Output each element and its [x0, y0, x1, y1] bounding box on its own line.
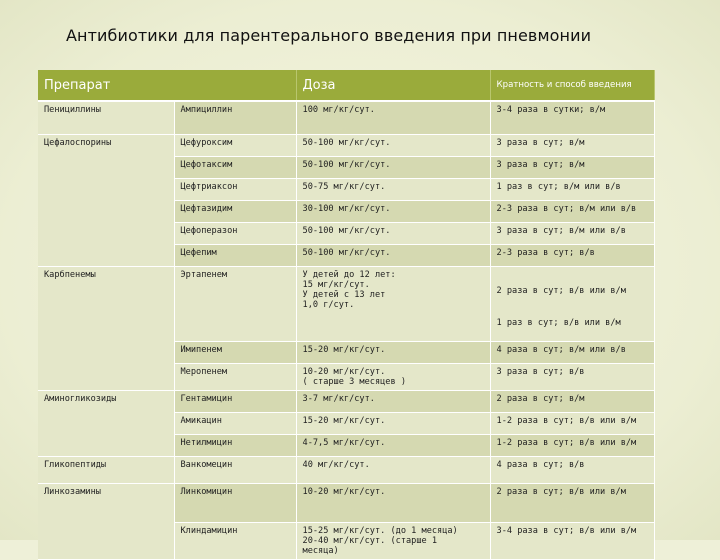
drug-name: Линкомицин — [174, 484, 296, 523]
drug-frequency: 4 раза в сут; в/в — [490, 457, 654, 484]
antibiotics-table — [38, 70, 655, 560]
drug-dose: 30-100 мг/кг/сут. — [296, 201, 490, 223]
header-frequency: Кратность и способ введения — [490, 70, 654, 101]
drug-name: Цефепим — [174, 245, 296, 267]
drug-frequency: 3 раза в сут; в/в — [490, 364, 654, 391]
drug-name: Нетилмицин — [174, 435, 296, 457]
drug-dose: 50-75 мг/кг/сут. — [296, 179, 490, 201]
drug-name: Имипенем — [174, 342, 296, 364]
drug-dose: 15-20 мг/кг/сут. — [296, 413, 490, 435]
drug-frequency: 2-3 раза в сут; в/в — [490, 245, 654, 267]
drug-dose: 10-20 мг/кг/сут. ( старше 3 месяцев ) — [296, 364, 490, 391]
drug-class: Цефалоспорины — [38, 135, 174, 267]
drug-frequency: 2 раза в сут; в/м — [490, 391, 654, 413]
header-drug: Препарат — [38, 70, 296, 101]
drug-name: Ампициллин — [174, 101, 296, 135]
drug-frequency: 1-2 раза в сут; в/в или в/м — [490, 435, 654, 457]
drug-dose: 15-20 мг/кг/сут. — [296, 342, 490, 364]
drug-frequency: 3-4 раза в сутки; в/м — [490, 101, 654, 135]
drug-dose: 3-7 мг/кг/сут. — [296, 391, 490, 413]
drug-frequency: 3-4 раза в сут; в/в или в/м — [490, 523, 654, 560]
slide-title: Антибиотики для парентерального введения при пневмонии — [66, 26, 592, 45]
drug-class: Линкозамины — [38, 484, 174, 560]
drug-class: Гликопептиды — [38, 457, 174, 484]
table-row — [38, 267, 654, 342]
drug-dose: 50-100 мг/кг/сут. — [296, 223, 490, 245]
drug-frequency: 1 раз в сут; в/м или в/в — [490, 179, 654, 201]
drug-frequency: 3 раза в сут; в/м или в/в — [490, 223, 654, 245]
drug-dose: 10-20 мг/кг/сут. — [296, 484, 490, 523]
drug-name: Меропенем — [174, 364, 296, 391]
drug-frequency: 2 раза в сут; в/в или в/м — [490, 484, 654, 523]
drug-class: Аминогликозиды — [38, 391, 174, 457]
drug-dose: 40 мг/кг/сут. — [296, 457, 490, 484]
drug-dose: 50-100 мг/кг/сут. — [296, 157, 490, 179]
drug-name: Цефтазидим — [174, 201, 296, 223]
drug-name: Клиндамицин — [174, 523, 296, 560]
frequency-option-a: 2 раза в сут; в/в или в/м — [496, 286, 626, 296]
drug-name: Ванкомецин — [174, 457, 296, 484]
drug-dose: 100 мг/кг/сут. — [296, 101, 490, 135]
table-row — [38, 101, 654, 135]
drug-name: Цефотаксим — [174, 157, 296, 179]
drug-dose: 50-100 мг/кг/сут. — [296, 135, 490, 157]
drug-name: Цефоперазон — [174, 223, 296, 245]
drug-frequency: 1-2 раза в сут; в/в или в/м — [490, 413, 654, 435]
drug-name: Амикацин — [174, 413, 296, 435]
drug-name: Цефтриаксон — [174, 179, 296, 201]
table-row — [38, 135, 654, 157]
header-dose: Доза — [296, 70, 490, 101]
table-row — [38, 484, 654, 523]
drug-dose: 50-100 мг/кг/сут. — [296, 245, 490, 267]
drug-dose: У детей до 12 лет: 15 мг/кг/сут. У детей с 13 лет 1,0 г/сут. — [296, 267, 490, 342]
table-row — [38, 457, 654, 484]
drug-frequency: 4 раза в сут; в/м или в/в — [490, 342, 654, 364]
frequency-option-b: 1 раз в сут; в/в или в/м — [496, 318, 621, 328]
table-row — [38, 391, 654, 413]
drug-name: Цефуроксим — [174, 135, 296, 157]
drug-name: Эртапенем — [174, 267, 296, 342]
drug-dose: 4-7,5 мг/кг/сут. — [296, 435, 490, 457]
drug-class: Пенициллины — [38, 101, 174, 135]
table-header-row — [38, 70, 654, 101]
drug-frequency: 3 раза в сут; в/м — [490, 135, 654, 157]
drug-frequency: 2-3 раза в сут; в/м или в/в — [490, 201, 654, 223]
drug-name: Гентамицин — [174, 391, 296, 413]
drug-frequency: 3 раза в сут; в/м — [490, 157, 654, 179]
drug-dose: 15-25 мг/кг/сут. (до 1 месяца) 20-40 мг/кг/сут. (старше 1 месяца) — [296, 523, 490, 560]
drug-frequency — [490, 267, 654, 342]
drug-class: Карбпенемы — [38, 267, 174, 391]
